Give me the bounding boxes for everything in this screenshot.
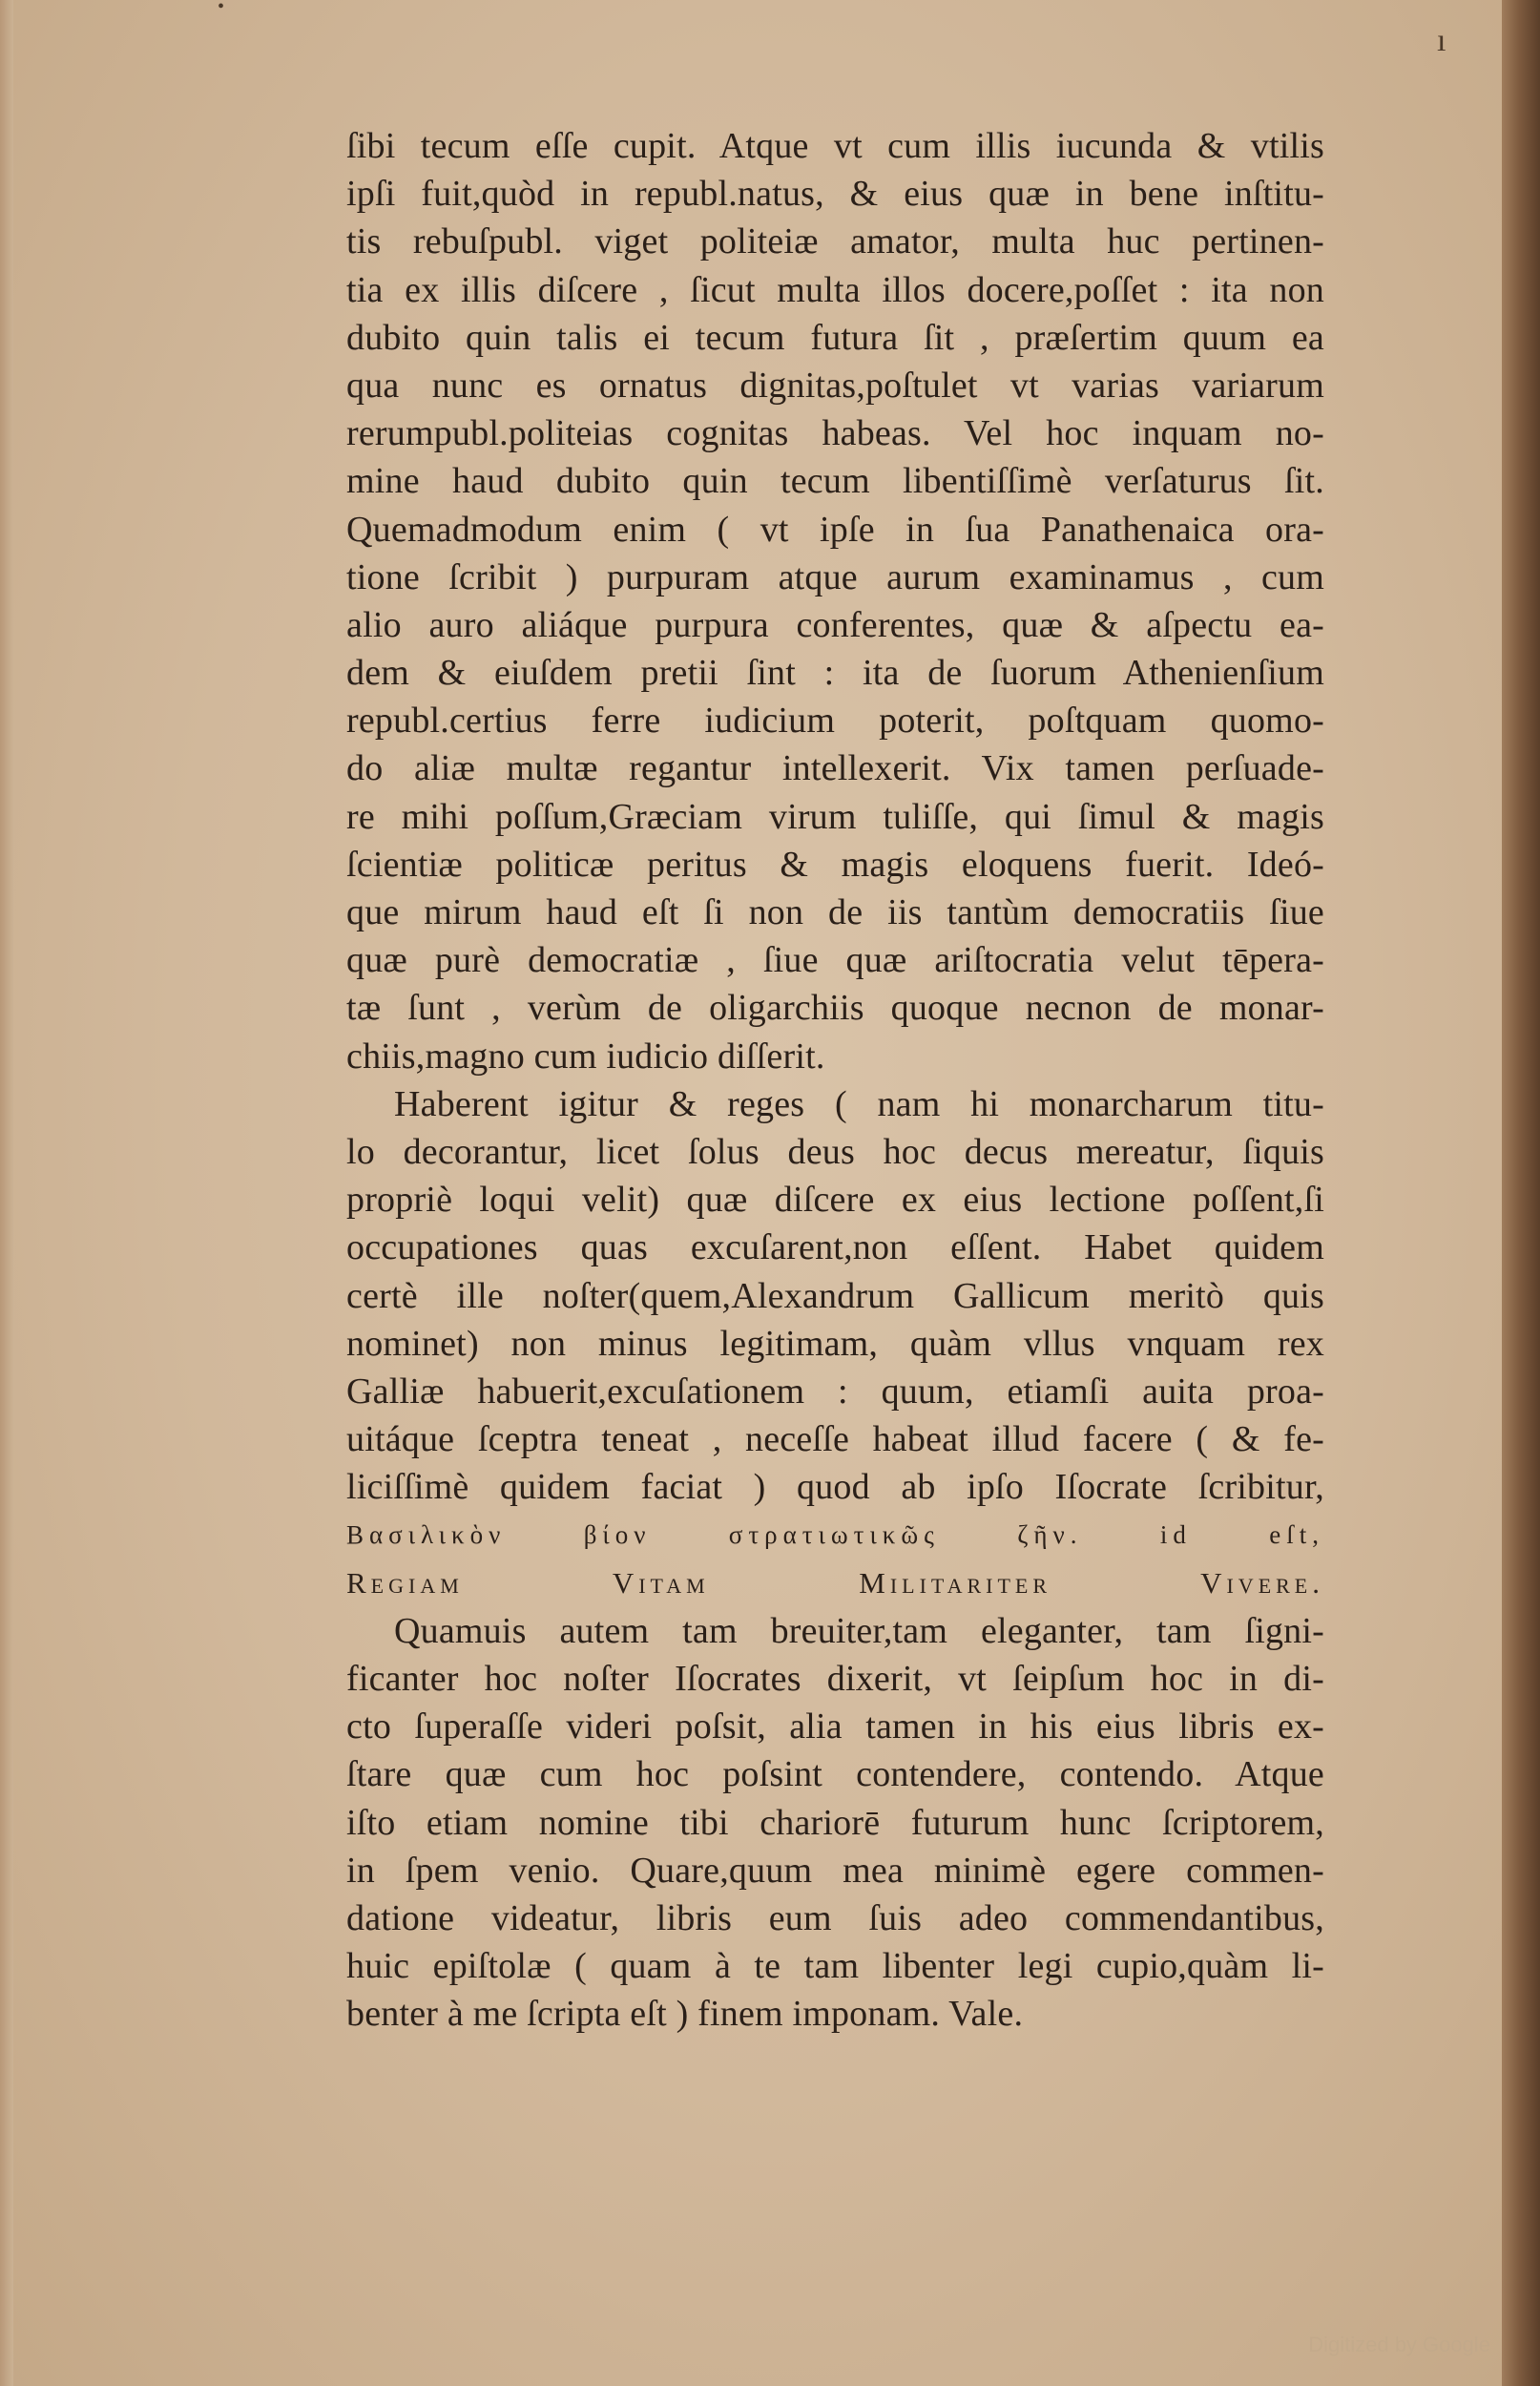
latin-caps-translation: Regiam Vitam Militariter Vivere. xyxy=(346,1565,1324,1600)
paragraph-2 xyxy=(346,1080,1324,1512)
text-line: alio auro aliáque purpura conferentes, quæ & aſpectu ea- xyxy=(346,604,1324,645)
digitization-watermark: Digitized by Google xyxy=(1308,2333,1490,2356)
text-line: ſtare quæ cum hoc poſsint contendere, contendo. Atque xyxy=(346,1754,1324,1795)
text-line: dem & eiuſdem pretii ſint : ita de ſuorum Athenienſium xyxy=(346,653,1324,694)
text-line: chiis,magno cum iudicio diſſerit. xyxy=(346,1036,825,1077)
text-line: dubito quin talis ei tecum futura ſit , præſertim quum ea xyxy=(346,317,1324,358)
text-line: mine haud dubito quin tecum libentiſſimè verſaturus ſit. xyxy=(346,461,1324,502)
text-line: cto ſuperaſſe videri poſsit, alia tamen in his eius libris ex- xyxy=(346,1706,1324,1748)
text-line: ficanter hoc noſter Iſocrates dixerit, vt ſeipſum hoc in di- xyxy=(346,1659,1324,1699)
page-text xyxy=(346,122,1324,2039)
text-line: propriè loqui velit) quæ diſcere ex eius lectione poſſent,ſi xyxy=(346,1180,1324,1221)
text-line: iſto etiam nomine tibi chariorē futurum hunc ſcriptorem, xyxy=(346,1802,1324,1843)
text-line: nominet) non minus legitimam, quàm vllus vnquam rex xyxy=(346,1323,1324,1364)
paragraph-3 xyxy=(346,1607,1324,2039)
text-line: republ.certius ferre iudicium poterit, poſtquam quomo- xyxy=(346,701,1324,742)
text-line: rerumpubl.politeias cognitas habeas. Vel hoc inquam no- xyxy=(346,413,1324,454)
text-line: re mihi poſſum,Græciam virum tuliſſe, qui ſimul & magis xyxy=(346,796,1324,837)
greek-quotation: Βασιλικὸν βίον στρατιωτικῶς ζῆν. id eſt, xyxy=(346,1520,1324,1550)
text-line: liciſſimè quidem faciat ) quod ab ipſo Iſocrate ſcribitur, xyxy=(346,1467,1324,1508)
page-left-edge xyxy=(0,0,13,2386)
text-line: Haberent igitur & reges ( nam hi monarcharum titu- xyxy=(394,1083,1324,1124)
text-line: Galliæ habuerit,excuſationem : quum, etiamſi auita proa- xyxy=(346,1371,1324,1412)
page-binding-edge xyxy=(1502,0,1540,2386)
ink-speck-mark: ı xyxy=(1437,23,1446,58)
text-line: huic epiſtolæ ( quam à te tam libenter legi cupio,quàm li- xyxy=(346,1946,1324,1987)
text-line: in ſpem venio. Quare,quum mea minimè egere commen- xyxy=(346,1850,1324,1891)
text-line: tia ex illis diſcere , ſicut multa illos docere,poſſet : ita non xyxy=(346,269,1324,310)
ink-speck-mark: • xyxy=(218,0,225,17)
text-line: lo decorantur, licet ſolus deus hoc decus mereatur, ſiquis xyxy=(346,1131,1324,1172)
text-line: ſcientiæ politicæ peritus & magis eloquens fuerit. Ideó- xyxy=(346,844,1324,885)
text-line: occupationes quas excuſarent,non eſſent. Habet quidem xyxy=(346,1227,1324,1268)
text-line: datione videatur, libris eum ſuis adeo commendantibus, xyxy=(346,1897,1324,1938)
text-line: tione ſcribit ) purpuram atque aurum examinamus , cum xyxy=(346,556,1324,597)
text-line: benter à me ſcripta eſt ) finem imponam. Vale. xyxy=(346,1994,1024,2035)
text-line: tæ ſunt , verùm de oligarchiis quoque necnon de monar- xyxy=(346,988,1324,1029)
text-line: Quemadmodum enim ( vt ipſe in ſua Panathenaica ora- xyxy=(346,509,1324,550)
text-line: quæ purè democratiæ , ſiue quæ ariſtocratia velut tēpera- xyxy=(346,940,1324,981)
text-line: ſibi tecum eſſe cupit. Atque vt cum illis iucunda & vtilis xyxy=(346,126,1324,166)
text-line: Quamuis autem tam breuiter,tam eleganter, tam ſigni- xyxy=(394,1610,1324,1651)
text-line: que mirum haud eſt ſi non de iis tantùm democratiis ſiue xyxy=(346,892,1324,932)
text-line: tis rebuſpubl. viget politeiæ amator, multa huc pertinen- xyxy=(346,221,1324,262)
text-line: uitáque ſceptra teneat , neceſſe habeat illud facere ( & fe- xyxy=(346,1419,1324,1460)
text-line: ipſi fuit,quòd in republ.natus, & eius quæ in bene inſtitu- xyxy=(346,174,1324,215)
text-line: certè ille noſter(quem,Alexandrum Gallicum meritò quis xyxy=(346,1275,1324,1316)
text-line: qua nunc es ornatus dignitas,poſtulet vt varias variarum xyxy=(346,365,1324,406)
text-line: do aliæ multæ regantur intellexerit. Vix tamen perſuade- xyxy=(346,748,1324,789)
paragraph-1 xyxy=(346,122,1324,1080)
